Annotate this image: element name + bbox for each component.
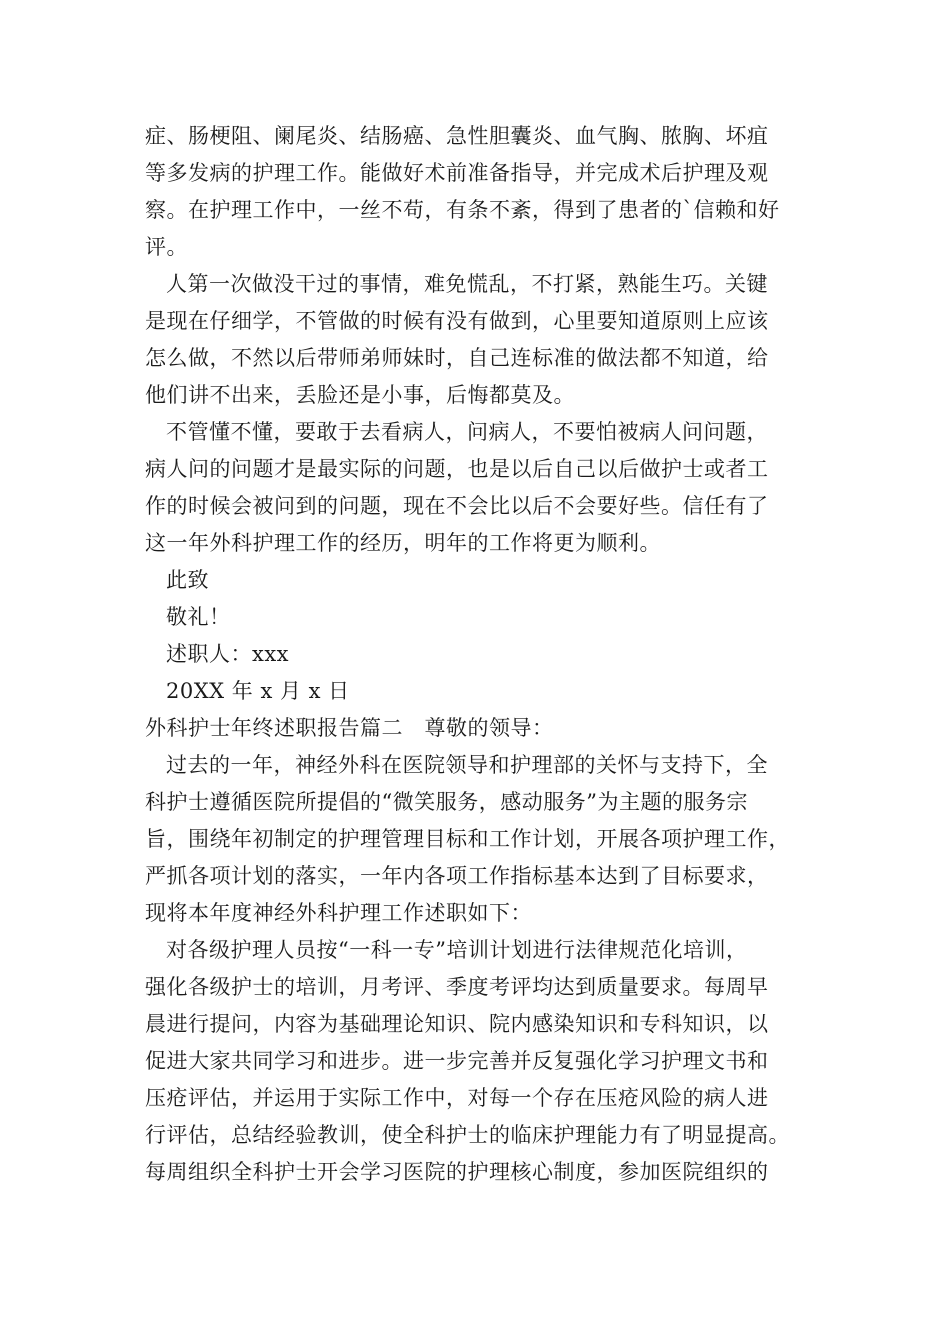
section-heading: 外科护士年终述职报告篇二 尊敬的领导： [145,716,554,740]
author-signature: 述职人：xxx [166,642,290,666]
text-line: 科护士遵循医院所提倡的“微笑服务，感动服务”为主题的服务宗 [145,790,748,814]
text-line: 每周组织全科护士开会学习医院的护理核心制度，参加医院组织的 [145,1160,769,1184]
text-line: 过去的一年，神经外科在医院领导和护理部的关怀与支持下，全 [166,753,768,777]
text-line: 促进大家共同学习和进步。进一步完善并反复强化学习护理文书和 [145,1049,769,1073]
text-line: 是现在仔细学，不管做的时候有没有做到，心里要知道原则上应该 [145,309,769,333]
closing-block [145,562,825,710]
text-line: 压疮评估，并运用于实际工作中，对每一个存在压疮风险的病人进 [145,1086,769,1110]
text-line: 评。 [145,235,188,259]
paragraph-5 [145,932,825,1191]
paragraph-4 [145,747,825,932]
report-date: 20XX 年 x 月 x 日 [166,679,350,703]
text-line: 不管懂不懂，要敢于去看病人，问病人，不要怕被病人问问题， [166,420,768,444]
text-line: 现将本年度神经外科护理工作述职如下： [145,901,532,925]
paragraph-3 [145,414,825,562]
document-body [145,118,825,1191]
text-line: 病人问的问题才是最实际的问题，也是以后自己以后做护士或者工 [145,457,769,481]
text-line: 症、肠梗阻、阑尾炎、结肠癌、急性胆囊炎、血气胸、脓胸、坏疽 [145,124,769,148]
text-line: 人第一次做没干过的事情，难免慌乱，不打紧，熟能生巧。关键 [166,272,768,296]
text-line: 旨，围绕年初制定的护理管理目标和工作计划，开展各项护理工作， [145,827,790,851]
text-line: 这一年外科护理工作的经历，明年的工作将更为顺利。 [145,531,661,555]
text-line: 他们讲不出来，丢脸还是小事，后悔都莫及。 [145,383,575,407]
text-line: 晨进行提问，内容为基础理论知识、院内感染知识和专科知识，以 [145,1012,769,1036]
paragraph-1 [145,118,825,266]
text-line: 强化各级护士的培训，月考评、季度考评均达到质量要求。每周早 [145,975,769,999]
paragraph-2 [145,266,825,414]
text-line: 严抓各项计划的落实，一年内各项工作指标基本达到了目标要求， [145,864,769,888]
salutation: 此致 [166,568,209,592]
text-line: 察。在护理工作中，一丝不苟，有条不紊，得到了患者的`信赖和好 [145,198,780,222]
text-line: 对各级护理人员按“一科一专”培训计划进行法律规范化培训， [166,938,748,962]
regards: 敬礼！ [166,605,231,629]
text-line: 作的时候会被问到的问题，现在不会比以后不会要好些。信任有了 [145,494,769,518]
text-line: 怎么做，不然以后带师弟师妹时，自己连标准的做法都不知道，给 [145,346,769,370]
text-line: 行评估，总结经验教训，使全科护士的临床护理能力有了明显提高。 [145,1123,790,1147]
text-line: 等多发病的护理工作。能做好术前准备指导，并完成术后护理及观 [145,161,769,185]
